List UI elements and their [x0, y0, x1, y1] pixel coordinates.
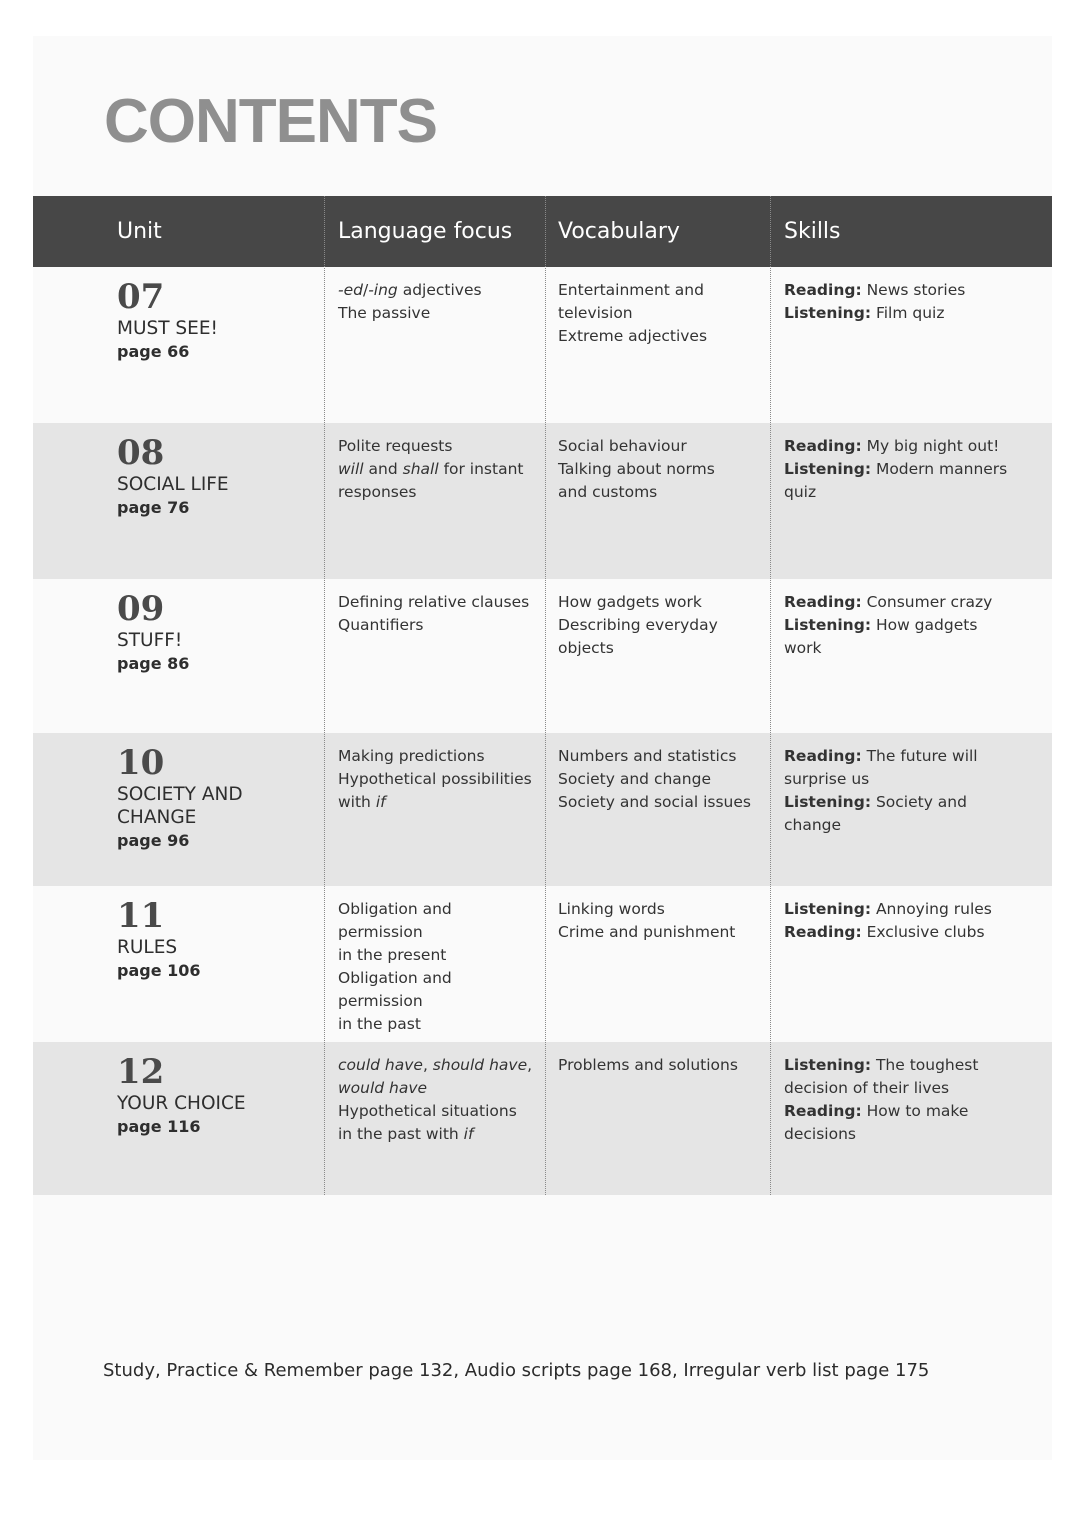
- language-item: Making predictions: [338, 747, 485, 765]
- unit-cell: [117, 896, 201, 983]
- language-cell: [338, 279, 538, 325]
- language-item: responses: [338, 483, 417, 501]
- language-item: Polite requests: [338, 437, 453, 455]
- header-skills: Skills: [784, 219, 841, 244]
- unit-name: SOCIAL LIFE: [117, 474, 229, 495]
- skill-item: [784, 614, 1034, 637]
- language-item: Obligation and permission: [338, 969, 452, 1010]
- language-item: could have, should have,: [338, 1056, 533, 1074]
- unit-name-line2: CHANGE: [117, 807, 197, 828]
- vocabulary-item: Entertainment and: [558, 281, 704, 299]
- skill-item: [784, 745, 1034, 768]
- skill-label: Listening:: [784, 1056, 872, 1074]
- language-item: Defining relative clauses: [338, 593, 530, 611]
- language-item: would have: [338, 1079, 428, 1097]
- vocabulary-item: Talking about norms: [558, 460, 715, 478]
- unit-cell: [117, 589, 189, 676]
- vocabulary-item: television: [558, 304, 633, 322]
- header-unit: Unit: [117, 219, 162, 244]
- unit-row[interactable]: [33, 579, 1052, 733]
- vocabulary-item: Society and change: [558, 770, 711, 788]
- unit-row[interactable]: [33, 886, 1052, 1042]
- language-cell: [338, 591, 538, 637]
- language-item: Obligation and permission: [338, 900, 452, 941]
- skill-label: Listening:: [784, 304, 872, 322]
- skills-cell: [784, 1054, 1034, 1146]
- skill-text: decision of their lives: [784, 1079, 950, 1097]
- unit-name: YOUR CHOICE: [117, 1093, 246, 1114]
- skill-item: [784, 302, 1034, 325]
- skill-label: Listening:: [784, 793, 872, 811]
- skill-label: Listening:: [784, 900, 872, 918]
- skill-text: Annoying rules: [871, 900, 992, 918]
- skill-item: [784, 1123, 1034, 1146]
- unit-page: page 76: [117, 498, 190, 517]
- skill-item: [784, 768, 1034, 791]
- language-item: in the past: [338, 1015, 421, 1033]
- vocabulary-item: and customs: [558, 483, 658, 501]
- unit-name: SOCIETY AND: [117, 784, 243, 805]
- language-cell: [338, 898, 538, 1036]
- skill-text: News stories: [861, 281, 966, 299]
- skill-item: [784, 591, 1034, 614]
- page-title: CONTENTS: [104, 87, 437, 156]
- skill-item: [784, 279, 1034, 302]
- vocabulary-cell: [558, 279, 768, 348]
- language-cell: [338, 1054, 538, 1146]
- vocabulary-cell: [558, 435, 768, 504]
- skill-label: Reading:: [784, 923, 862, 941]
- language-item: -ed/-ing adjectives: [338, 281, 482, 299]
- skill-text: How gadgets: [871, 616, 978, 634]
- vocabulary-item: Extreme adjectives: [558, 327, 708, 345]
- skill-text: Society and: [871, 793, 967, 811]
- unit-cell: [117, 1052, 246, 1139]
- skill-text: The toughest: [871, 1056, 979, 1074]
- skill-item: [784, 637, 1034, 660]
- skill-text: Modern manners quiz: [784, 460, 1008, 501]
- unit-number: 10: [117, 743, 165, 783]
- language-item: in the present: [338, 946, 447, 964]
- vocabulary-item: Crime and punishment: [558, 923, 736, 941]
- contents-table: [33, 196, 1052, 1195]
- language-item: Hypothetical possibilities: [338, 770, 532, 788]
- language-item: with if: [338, 793, 386, 811]
- unit-row[interactable]: [33, 267, 1052, 423]
- language-cell: [338, 745, 538, 814]
- unit-cell: [117, 743, 243, 853]
- skill-text: work: [784, 639, 822, 657]
- unit-name: RULES: [117, 937, 178, 958]
- vocabulary-item: Linking words: [558, 900, 665, 918]
- skill-label: Listening:: [784, 460, 872, 478]
- unit-page: page 116: [117, 1117, 201, 1136]
- unit-page: page 86: [117, 654, 190, 673]
- unit-cell: [117, 277, 218, 364]
- skill-item: [784, 1077, 1034, 1100]
- skill-label: Reading:: [784, 747, 862, 765]
- skill-text: The future will: [861, 747, 978, 765]
- unit-page: page 66: [117, 342, 190, 361]
- vocabulary-item: Society and social issues: [558, 793, 751, 811]
- vocabulary-item: How gadgets work: [558, 593, 702, 611]
- skills-cell: [784, 591, 1034, 660]
- column-divider: [770, 196, 771, 1195]
- skill-text: change: [784, 816, 842, 834]
- skill-item: [784, 921, 1034, 944]
- skill-item: [784, 814, 1034, 837]
- unit-name: MUST SEE!: [117, 318, 218, 339]
- unit-number: 12: [117, 1052, 165, 1092]
- skill-item: [784, 791, 1034, 814]
- unit-name: STUFF!: [117, 630, 183, 651]
- skill-text: My big night out!: [861, 437, 1000, 455]
- skill-item: [784, 458, 1034, 504]
- footer-references: Study, Practice & Remember page 132, Audio scripts page 168, Irregular verb list page 175: [103, 1360, 930, 1381]
- skill-text: surprise us: [784, 770, 870, 788]
- unit-number: 11: [117, 896, 165, 936]
- skill-item: [784, 1054, 1034, 1077]
- skill-label: Reading:: [784, 437, 862, 455]
- skills-cell: [784, 898, 1034, 944]
- skill-label: Reading:: [784, 593, 862, 611]
- language-item: Quantifiers: [338, 616, 424, 634]
- vocabulary-cell: [558, 745, 768, 814]
- skill-label: Listening:: [784, 616, 872, 634]
- skill-text: Film quiz: [871, 304, 945, 322]
- unit-cell: [117, 433, 229, 520]
- header-vocabulary: Vocabulary: [558, 219, 680, 244]
- unit-number: 09: [117, 589, 165, 629]
- skills-cell: [784, 745, 1034, 837]
- vocabulary-cell: [558, 1054, 768, 1077]
- unit-row[interactable]: [33, 423, 1052, 579]
- unit-row[interactable]: [33, 733, 1052, 886]
- unit-page: page 106: [117, 961, 201, 980]
- unit-number: 08: [117, 433, 165, 473]
- vocabulary-item: Problems and solutions: [558, 1056, 738, 1074]
- language-item: Hypothetical situations: [338, 1102, 517, 1120]
- table-header: [33, 196, 1052, 267]
- skill-text: Exclusive clubs: [861, 923, 985, 941]
- header-language-focus: Language focus: [338, 219, 513, 244]
- column-divider: [324, 196, 325, 1195]
- skill-item: [784, 1100, 1034, 1123]
- skill-text: How to make: [861, 1102, 969, 1120]
- language-item: in the past with if: [338, 1125, 474, 1143]
- unit-number: 07: [117, 277, 165, 317]
- skill-item: [784, 435, 1034, 458]
- skill-label: Reading:: [784, 281, 862, 299]
- vocabulary-item: Numbers and statistics: [558, 747, 737, 765]
- unit-row[interactable]: [33, 1042, 1052, 1195]
- skill-label: Reading:: [784, 1102, 862, 1120]
- vocabulary-cell: [558, 591, 768, 660]
- skill-item: [784, 898, 1034, 921]
- skills-cell: [784, 279, 1034, 325]
- skill-text: Consumer crazy: [861, 593, 993, 611]
- language-cell: [338, 435, 538, 504]
- unit-page: page 96: [117, 831, 190, 850]
- column-divider: [545, 196, 546, 1195]
- skill-text: decisions: [784, 1125, 856, 1143]
- skills-cell: [784, 435, 1034, 504]
- language-item: will and shall for instant: [338, 460, 524, 478]
- vocabulary-item: Social behaviour: [558, 437, 687, 455]
- vocabulary-cell: [558, 898, 768, 944]
- vocabulary-item: Describing everyday objects: [558, 616, 718, 657]
- language-item: The passive: [338, 304, 431, 322]
